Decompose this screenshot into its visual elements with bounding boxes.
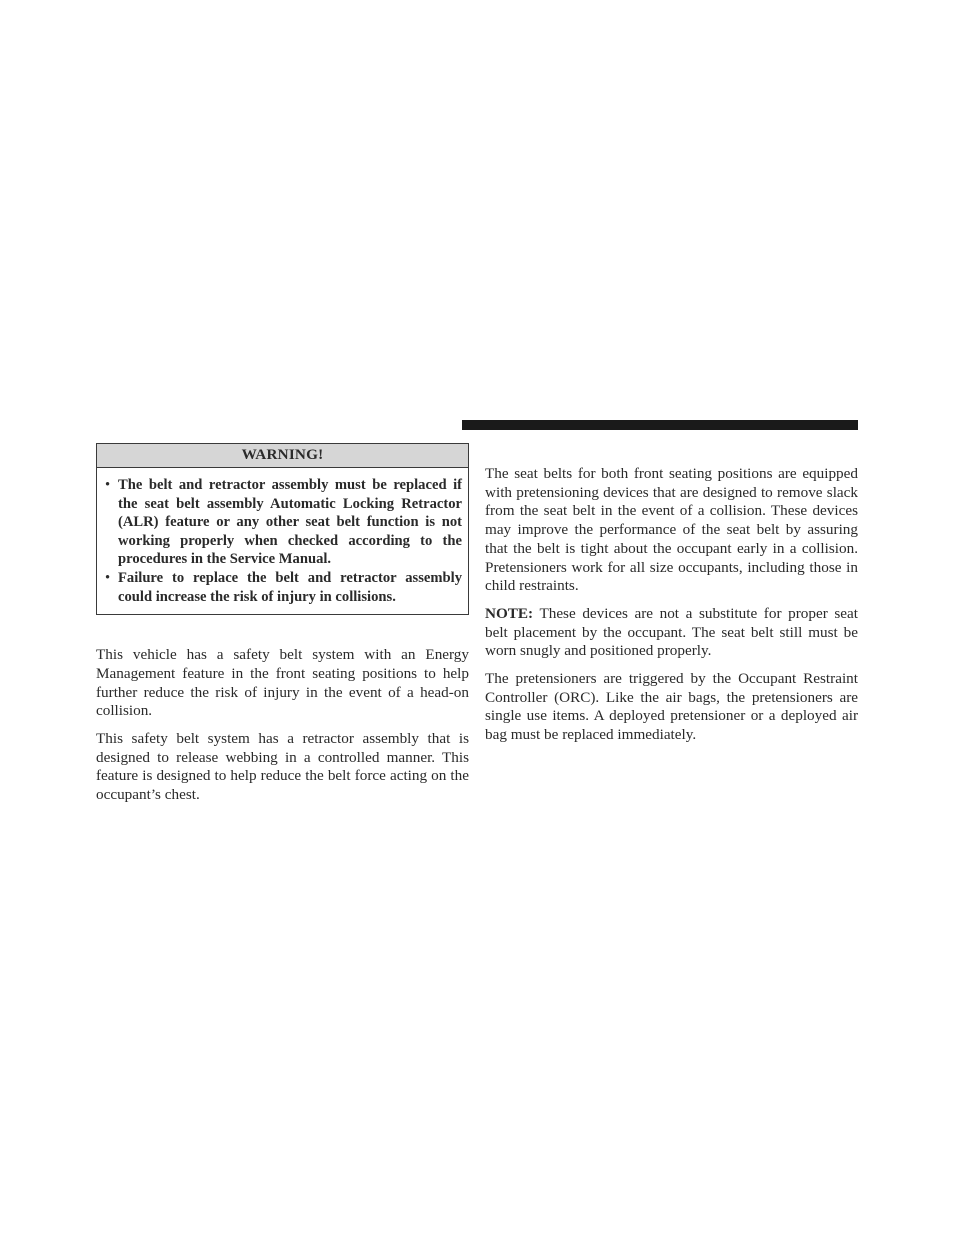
retractor-paragraph: This safety belt system has a retractor assembly that is designed to release webbing in a controlled manner. This feature is designed to help reduce the belt force acting on the occupant’s chest. (96, 729, 469, 804)
right-column (485, 465, 858, 745)
note-text: These devices are not a substitute for proper seat belt placement by the occupant. The seat belt still must be worn snugly and positioned properly. (485, 604, 858, 660)
warning-bullet (103, 569, 462, 606)
bullet-icon: • (105, 477, 111, 493)
warning-box (96, 443, 469, 615)
energy-management-paragraph: This vehicle has a safety belt system with an Energy Management feature in the front seating positions to help further reduce the risk of injury in the event of a head-on collision. (96, 646, 469, 720)
note-paragraph (485, 605, 858, 661)
warning-bullet-text: The belt and retractor assembly must be replaced if the seat belt assembly Automatic Locking Retractor (ALR) feature or any other seat belt function is not working properly when checked according to the procedures in the Service Manual. (118, 477, 462, 568)
warning-list (97, 468, 468, 614)
bullet-icon: • (105, 569, 111, 586)
warning-title: WARNING! (97, 444, 468, 468)
orc-paragraph: The pretensioners are triggered by the Occupant Restraint Controller (ORC). Like the air bags, the pretensioners are single use items. A deployed pretensioner or a deployed air bag must be replaced immediately. (485, 670, 858, 744)
warning-bullet (103, 476, 462, 569)
section-header-rule (462, 420, 858, 430)
pretensioner-paragraph: The seat belts for both front seating positions are equipped with pretensioning devices that are designed to remove slack from the seat belt in the event of a collision. These devices may improve the performance of the seat belt by assuring that the belt is tight about the occupant early in a collision. Pretensioners work for all size occupants, including those in child restraints. (485, 465, 858, 595)
left-column (96, 443, 469, 805)
warning-bullet-text: Failure to replace the belt and retractor assembly could increase the risk of injury in collisions. (118, 569, 462, 605)
note-label: NOTE: (485, 604, 534, 622)
